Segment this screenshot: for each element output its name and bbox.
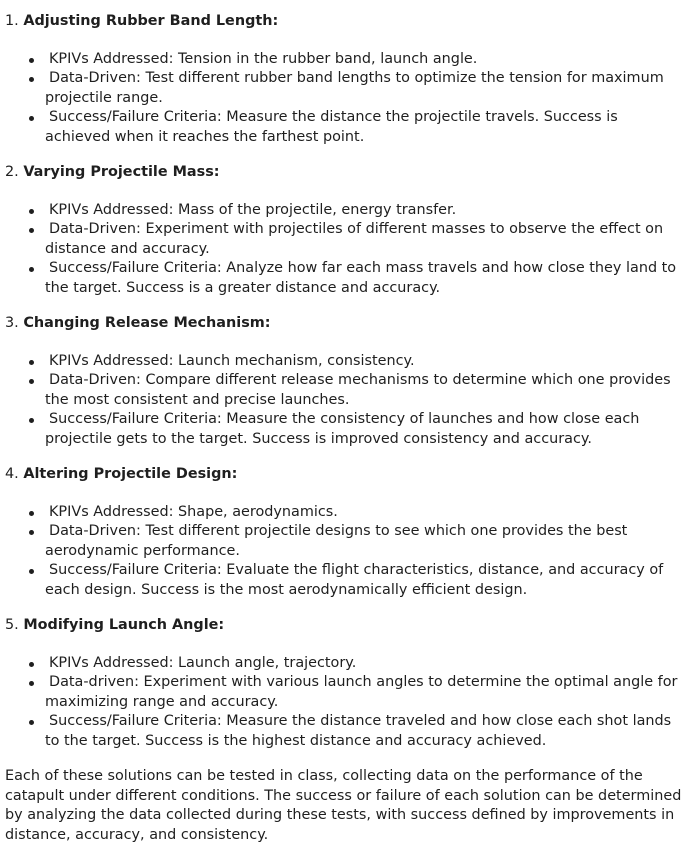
section-title: Modifying Launch Angle: xyxy=(23,617,225,633)
section-number: 3. xyxy=(5,315,19,331)
list-item: Data-driven: Experiment with various launch angles to determine the optimal angle for maximizing range and accuracy. xyxy=(5,673,686,712)
section-5 xyxy=(5,616,686,751)
list-item: KPIVs Addressed: Tension in the rubber band, launch angle. xyxy=(5,50,686,70)
section-3 xyxy=(5,314,686,449)
section-heading xyxy=(5,163,686,183)
list-item: KPIVs Addressed: Mass of the projectile, energy transfer. xyxy=(5,201,686,221)
section-4 xyxy=(5,465,686,600)
list-item: Success/Failure Criteria: Measure the consistency of launches and how close each projectile gets to the target. Success is improved consistency and accuracy. xyxy=(5,410,686,449)
section-title: Adjusting Rubber Band Length: xyxy=(23,13,279,29)
list-item: Data-Driven: Test different rubber band lengths to optimize the tension for maximum projectile range. xyxy=(5,69,686,108)
bullet-list xyxy=(5,352,686,450)
list-item: KPIVs Addressed: Launch angle, trajectory. xyxy=(5,654,686,674)
section-heading xyxy=(5,12,686,32)
conclusion-paragraph: Each of these solutions can be tested in class, collecting data on the performance of the catapult under different conditions. The success or failure of each solution can be determined by analyzing the data collected during these tests, with success defined by improvements in distance, accuracy, and consistency. xyxy=(5,768,682,843)
list-item: Success/Failure Criteria: Measure the distance traveled and how close each shot lands to the target. Success is the highest distance and accuracy achieved. xyxy=(5,712,686,751)
bullet-list xyxy=(5,201,686,299)
list-item: Data-Driven: Compare different release mechanisms to determine which one provides the most consistent and precise launches. xyxy=(5,371,686,410)
bullet-list xyxy=(5,503,686,601)
section-title: Varying Projectile Mass: xyxy=(23,164,220,180)
section-number: 1. xyxy=(5,13,19,29)
document-body xyxy=(0,12,692,845)
section-heading xyxy=(5,616,686,636)
list-item: Success/Failure Criteria: Analyze how far each mass travels and how close they land to the target. Success is a greater distance and accuracy. xyxy=(5,259,686,298)
section-heading xyxy=(5,465,686,485)
list-item: KPIVs Addressed: Launch mechanism, consistency. xyxy=(5,352,686,372)
section-heading xyxy=(5,314,686,334)
list-item: Success/Failure Criteria: Measure the distance the projectile travels. Success is achieved when it reaches the farthest point. xyxy=(5,108,686,147)
section-number: 5. xyxy=(5,617,19,633)
list-item: Success/Failure Criteria: Evaluate the flight characteristics, distance, and accuracy of each design. Success is the most aerodynamically efficient design. xyxy=(5,561,686,600)
section-1 xyxy=(5,12,686,147)
bullet-list xyxy=(5,50,686,148)
section-number: 2. xyxy=(5,164,19,180)
section-title: Changing Release Mechanism: xyxy=(23,315,271,331)
section-number: 4. xyxy=(5,466,19,482)
section-title: Altering Projectile Design: xyxy=(23,466,238,482)
section-2 xyxy=(5,163,686,298)
list-item: Data-Driven: Test different projectile designs to see which one provides the best aerodynamic performance. xyxy=(5,522,686,561)
bullet-list xyxy=(5,654,686,752)
list-item: Data-Driven: Experiment with projectiles of different masses to observe the effect on distance and accuracy. xyxy=(5,220,686,259)
list-item: KPIVs Addressed: Shape, aerodynamics. xyxy=(5,503,686,523)
